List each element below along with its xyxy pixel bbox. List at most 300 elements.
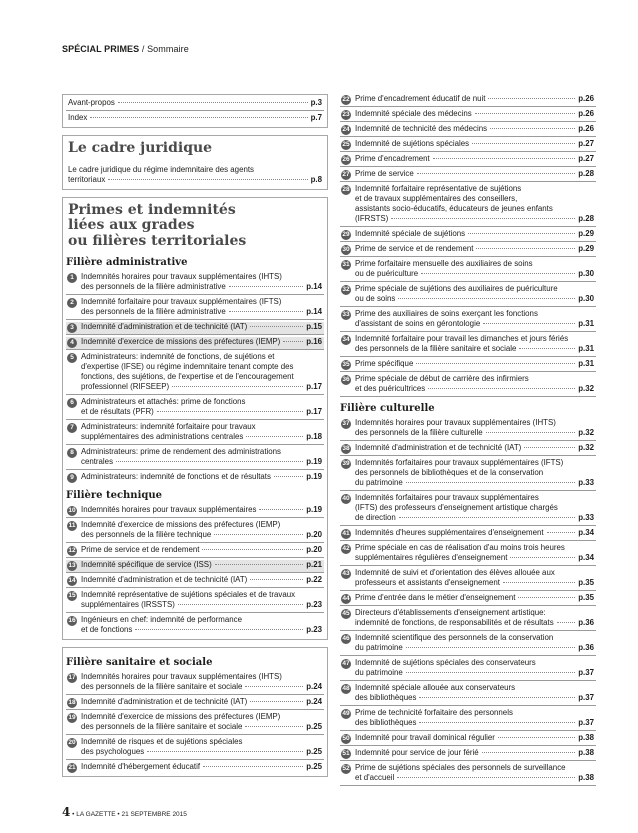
entry-text-line: Indemnité spécifique de service (ISS): [81, 560, 212, 569]
entry-text-line: Indemnité de sujétions spéciales des conservateurs: [355, 658, 536, 667]
entry-last-line: [355, 733, 594, 743]
entry-number-badge: 12: [68, 547, 76, 554]
entry-number-badge: 36: [342, 376, 350, 383]
entry-last-line: [81, 600, 322, 610]
entry-text-line: et de résultats (PFR): [81, 407, 154, 416]
entry-page-ref: p.14: [306, 307, 322, 316]
toc-entry: [340, 528, 596, 541]
entry-page-ref: p.27: [578, 139, 594, 148]
entry-last-line: [81, 530, 322, 540]
header-subtitle: Sommaire: [147, 44, 189, 54]
entry-last-line: [355, 593, 594, 603]
entry-number-badge: 16: [68, 617, 76, 624]
entry-number-badge: 15: [68, 592, 76, 599]
entry-text-line: Indemnité de technicité des médecins: [355, 124, 488, 133]
entry-page-ref: p.27: [578, 154, 594, 163]
toc-entry: [340, 633, 596, 656]
entry-last-line: [355, 718, 594, 728]
entry-page-ref: p.31: [578, 344, 594, 353]
intro-box: [62, 94, 328, 128]
toc-entry: [340, 109, 596, 122]
entry-text-line: du patrimoine: [355, 668, 403, 677]
toc-entry: [340, 763, 596, 786]
toc-entry: [340, 359, 596, 372]
entry-number-badge: 48: [342, 685, 350, 692]
dot-leader: [428, 388, 575, 389]
dot-leader: [518, 597, 575, 598]
dot-leader: [524, 447, 575, 448]
primes-title-line: ou filières territoriales: [68, 232, 247, 249]
admin-list: [66, 272, 324, 484]
dot-leader: [472, 143, 575, 144]
entry-number-badge: 27: [342, 171, 350, 178]
entry-text-line: ou de soins: [355, 294, 396, 303]
entry-page-ref: p.28: [578, 169, 594, 178]
cadre-juridique-box: [62, 135, 328, 190]
toc-entry: [66, 545, 324, 558]
entry-page-ref: p.34: [578, 528, 594, 537]
dot-leader: [274, 476, 303, 477]
entry-page-ref: p.25: [306, 762, 322, 771]
entry-number-badge: 40: [342, 495, 350, 502]
filiere-culturelle-heading: Filière culturelle: [340, 403, 435, 414]
entry-number-badge: 39: [342, 460, 350, 467]
entry-number-badge: 41: [342, 530, 350, 537]
entry-last-line: [81, 575, 322, 585]
entry-text-line: Prime de service et de rendement: [355, 244, 474, 253]
dot-leader: [490, 128, 575, 129]
entry-page-ref: p.26: [578, 109, 594, 118]
dot-leader: [406, 482, 575, 483]
entry-page-ref: p.30: [578, 294, 594, 303]
toc-entry: [340, 658, 596, 681]
entry-page-ref: p.14: [306, 282, 322, 291]
page-footer: [62, 805, 187, 819]
entry-text-line: Prime spéciale de sujétions des auxiliaires de puériculture: [355, 284, 558, 293]
entry-text-line: des personnels de la filière technique: [81, 530, 212, 539]
entry-text-line: assistants socio-éducatifs, éducateurs de jeunes enfants: [355, 204, 553, 213]
toc-entry: [66, 352, 324, 395]
entry-text-line: des bibliothèques: [355, 718, 417, 727]
entry-number-badge: 51: [342, 750, 350, 757]
entry-text-line: Prime spéciale en cas de réalisation d'au moins trois heures: [355, 543, 565, 552]
toc-entry: [66, 297, 324, 320]
entry-text-line: Indemnité de suivi et d'orientation des élèves allouée aux: [355, 568, 555, 577]
entry-number-badge: 6: [67, 398, 77, 408]
entry-last-line: [355, 773, 594, 783]
dot-leader: [417, 173, 575, 174]
entry-text-line: Indemnité forfaitaire pour travail les dimanches et jours fériés: [355, 334, 569, 343]
filiere-administrative-heading: Filière administrative: [66, 257, 188, 268]
dot-leader: [245, 726, 303, 727]
toc-entry: [66, 165, 324, 187]
entry-number-badge: 47: [342, 660, 350, 667]
entry-text-line: des personnels de la filière sanitaire et sociale: [81, 722, 243, 731]
entry-number-badge: 19: [68, 714, 76, 721]
dot-leader: [488, 98, 575, 99]
toc-entry: [340, 244, 596, 257]
entry-text-line: ou de puériculture: [355, 269, 419, 278]
entry-text-line: Indemnités horaires pour travaux supplémentaires (IHTS): [81, 672, 282, 681]
entry-text-line: des personnels de la filière culturelle: [355, 428, 483, 437]
entry-last-line: [355, 668, 594, 678]
entry-text-line: (IFRSTS): [355, 214, 389, 223]
entry-page-ref: p.24: [306, 697, 322, 706]
entry-last-line: [355, 244, 594, 254]
filiere-sanitaire-heading: Filière sanitaire et sociale: [66, 657, 213, 668]
entry-text-line: Indemnité scientifique des personnels de la conservation: [355, 633, 554, 642]
toc-entry: [66, 712, 324, 735]
toc-entry: [66, 337, 324, 350]
entry-number-badge: 2: [67, 298, 77, 308]
filiere-technique-heading: Filière technique: [66, 490, 163, 501]
entry-text-line: Indemnité d'administration et de technicité (IAT): [81, 697, 248, 706]
toc-entry: [340, 124, 596, 137]
toc-entry: [66, 672, 324, 695]
entry-last-line: [355, 359, 594, 369]
header-separator: /: [139, 44, 148, 54]
entry-last-line: [81, 337, 322, 347]
entry-page-ref: p.20: [306, 545, 322, 554]
entry-number-badge: 21: [68, 764, 76, 771]
entry-text-line: du patrimoine: [355, 643, 403, 652]
entry-number-badge: 31: [342, 261, 350, 268]
toc-entry: [66, 737, 324, 760]
toc-entry: [340, 458, 596, 491]
entry-number-badge: 50: [342, 735, 350, 742]
dot-leader: [259, 509, 303, 510]
left-column: [62, 94, 328, 784]
entry-text-line: Indemnités horaires pour travaux supplémentaires: [81, 505, 257, 514]
entry-text-line: Prime de service et de rendement: [81, 545, 200, 554]
entry-last-line: [355, 578, 594, 588]
entry-number-badge: 1: [67, 273, 77, 283]
entry-text-line: Prime d'encadrement éducatif de nuit: [355, 94, 486, 103]
dot-leader: [116, 461, 303, 462]
toc-entry: [340, 139, 596, 152]
entry-last-line: [81, 747, 322, 757]
entry-text-line: Prime de technicité forfaitaire des personnels: [355, 708, 513, 717]
entry-page-ref: p.19: [306, 505, 322, 514]
entry-text-line: Index: [68, 113, 88, 122]
entry-page-ref: p.17: [306, 407, 322, 416]
entry-text-line: Indemnité d'administration et de technicité (IAT): [355, 443, 522, 452]
entry-last-line: [355, 269, 594, 279]
culture-list: [340, 418, 596, 786]
dot-leader: [246, 436, 303, 437]
dot-leader: [245, 686, 303, 687]
entry-last-line: [81, 682, 322, 692]
entry-text-line: Indemnité pour travail dominical régulier: [355, 733, 495, 742]
entry-text-line: Indemnité d'exercice de missions des préfectures (IEMP): [81, 337, 281, 346]
entry-text-line: Prime de sujétions spéciales des personnels de surveillance: [355, 763, 566, 772]
entry-text-line: Indemnité d'administration et de technicité (IAT): [81, 575, 248, 584]
entry-page-ref: p.32: [578, 428, 594, 437]
entry-last-line: [81, 307, 322, 317]
toc-entry: [340, 229, 596, 242]
primes-box: [62, 197, 328, 641]
entry-text-line: Administrateurs: indemnité de fonctions et de résultats: [81, 472, 271, 481]
entry-number-badge: 52: [342, 765, 350, 772]
toc-entry: [340, 683, 596, 706]
entry-page-ref: p.23: [306, 625, 322, 634]
entry-text-line: Indemnité d'hébergement éducatif: [81, 762, 201, 771]
dot-leader: [486, 432, 576, 433]
entry-text-line: des personnels de bibliothèques et de la conservation: [355, 468, 544, 477]
entry-number-badge: 3: [67, 323, 77, 333]
right-list: [340, 94, 596, 397]
entry-text-line: Indemnité spéciale de sujétions: [355, 229, 466, 238]
entry-number-badge: 5: [67, 353, 77, 363]
entry-number-badge: 30: [342, 246, 350, 253]
entry-page-ref: p.37: [578, 668, 594, 677]
dot-leader: [482, 752, 576, 753]
entry-text-line: Indemnité d'exercice de missions des préfectures (IEMP): [81, 712, 281, 721]
toc-entry: [66, 762, 324, 774]
toc-entry: [66, 98, 324, 111]
toc-entry: [66, 505, 324, 518]
dot-leader: [547, 532, 576, 533]
entry-last-line: [355, 428, 594, 438]
entry-text-line: supplémentaires des administrations centrales: [81, 432, 244, 441]
entry-page-ref: p.23: [306, 600, 322, 609]
entry-page-ref: p.37: [578, 693, 594, 702]
entry-last-line: [68, 113, 322, 123]
dot-leader: [406, 672, 575, 673]
entry-page-ref: p.38: [578, 773, 594, 782]
entry-last-line: [355, 618, 594, 628]
entry-text-line: des personnels de la filière administrative: [81, 282, 226, 291]
dot-leader: [519, 348, 575, 349]
running-header: [62, 44, 189, 54]
entry-text-line: territoriaux: [68, 174, 106, 184]
entry-page-ref: p.3: [310, 98, 322, 107]
entry-page-ref: p.29: [578, 229, 594, 238]
toc-entry: [340, 748, 596, 761]
dot-leader: [283, 341, 303, 342]
entry-page-ref: p.29: [578, 244, 594, 253]
entry-page-ref: p.33: [578, 478, 594, 487]
entry-page-ref: p.8: [310, 174, 322, 184]
toc-entry: [340, 184, 596, 227]
entry-page-ref: p.25: [306, 747, 322, 756]
entry-number-badge: 9: [67, 473, 77, 483]
entry-text-line: professionnel (RIFSEEP): [81, 382, 170, 391]
entry-page-ref: p.26: [578, 124, 594, 133]
entry-page-ref: p.38: [578, 733, 594, 742]
entry-page-ref: p.36: [578, 643, 594, 652]
entry-text-line: Administrateurs et attachés: prime de fonctions: [81, 397, 246, 406]
dot-leader: [421, 273, 575, 274]
toc-entry: [340, 418, 596, 441]
entry-last-line: [81, 762, 322, 772]
dot-leader: [250, 701, 303, 702]
entry-last-line: [68, 98, 322, 108]
entry-number-badge: 34: [342, 336, 350, 343]
dot-leader: [214, 534, 303, 535]
dot-leader: [397, 777, 575, 778]
entry-page-ref: p.7: [310, 113, 322, 122]
entry-number-badge: 25: [342, 141, 350, 148]
entry-page-ref: p.31: [578, 319, 594, 328]
dot-leader: [157, 411, 303, 412]
entry-text-line: Prime spécifique: [355, 359, 414, 368]
entry-page-ref: p.33: [578, 513, 594, 522]
entry-last-line: [355, 478, 594, 488]
entry-text-line: des personnels de la filière sanitaire et sociale: [81, 682, 243, 691]
entry-text-line: supplémentaires régulières d'enseignement: [355, 553, 508, 562]
dot-leader: [468, 233, 575, 234]
dot-leader: [391, 218, 575, 219]
entry-text-line: Prime de service: [355, 169, 414, 178]
entry-last-line: [355, 139, 594, 149]
entry-number-badge: 8: [67, 448, 77, 458]
entry-number-badge: 22: [342, 96, 350, 103]
toc-entry: [66, 322, 324, 335]
dot-leader: [118, 102, 308, 103]
entry-page-ref: p.32: [578, 443, 594, 452]
entry-text-line: Prime d'entrée dans le métier d'enseignement: [355, 593, 516, 602]
entry-number-badge: 17: [68, 674, 76, 681]
entry-number-badge: 46: [342, 635, 350, 642]
entry-text-line: Indemnités forfaitaires pour travaux supplémentaires (IFTS): [355, 458, 564, 467]
dot-leader: [203, 766, 303, 767]
toc-entry: [66, 520, 324, 543]
entry-number-badge: 49: [342, 710, 350, 717]
dot-leader: [147, 751, 303, 752]
entry-page-ref: p.36: [578, 618, 594, 627]
entry-text-line: Administrateurs: indemnité forfaitaire pour travaux: [81, 422, 256, 431]
entry-text-line: Ingénieurs en chef: indemnité de performance: [81, 615, 242, 624]
entry-text-line: et des puéricultrices: [355, 384, 426, 393]
entry-number-badge: 28: [342, 186, 350, 193]
entry-number-badge: 10: [68, 507, 76, 514]
entry-page-ref: p.15: [306, 322, 322, 331]
toc-entry: [340, 309, 596, 332]
toc-entry: [340, 169, 596, 182]
dot-leader: [483, 323, 575, 324]
entry-text-line: de direction: [355, 513, 396, 522]
dot-leader: [229, 286, 303, 287]
entry-text-line: Prime d'encadrement: [355, 154, 430, 163]
dot-leader: [510, 557, 575, 558]
entry-number-badge: 45: [342, 610, 350, 617]
entry-text-line: Prime des auxiliaires de soins exerçant les fonctions: [355, 309, 538, 318]
toc-entry: [66, 397, 324, 420]
toc-entry: [340, 259, 596, 282]
entry-page-ref: p.20: [306, 530, 322, 539]
entry-page-ref: p.22: [306, 575, 322, 584]
entry-number-badge: 32: [342, 286, 350, 293]
entry-number-badge: 42: [342, 545, 350, 552]
entry-number-badge: 26: [342, 156, 350, 163]
page-number: 4: [62, 805, 71, 819]
entry-text-line: Indemnité d'exercice de missions des préfectures (IEMP): [81, 520, 281, 529]
entry-number-badge: 24: [342, 126, 350, 133]
entry-last-line: [355, 748, 594, 758]
entry-number-badge: 35: [342, 361, 350, 368]
entry-last-line: [355, 528, 594, 538]
entry-text-line: Indemnité de risques et de sujétions spéciales: [81, 737, 243, 746]
entry-text-line: indemnité de fonctions, de responsabilités et de résultats: [355, 618, 554, 627]
cadre-list: [66, 165, 324, 187]
entry-text-line: Administrateurs: indemnité de fonctions, de sujétions et: [81, 352, 275, 361]
dot-leader: [202, 549, 303, 550]
entry-page-ref: p.38: [578, 748, 594, 757]
entry-page-ref: p.35: [578, 578, 594, 587]
dot-leader: [178, 604, 303, 605]
entry-number-badge: 14: [68, 577, 76, 584]
entry-text-line: Le cadre juridique du régime indemnitaire des agents: [68, 164, 254, 174]
entry-text-line: Indemnité d'administration et de technicité (IAT): [81, 322, 248, 331]
entry-page-ref: p.34: [578, 553, 594, 562]
entry-last-line: [355, 294, 594, 304]
entry-last-line: [81, 407, 322, 417]
entry-last-line: [81, 545, 322, 555]
entry-last-line: [81, 722, 322, 732]
entry-last-line: [81, 472, 322, 482]
footer-info: • LA GAZETTE • 21 SEPTEMBRE 2015: [72, 811, 187, 818]
entry-number-badge: 33: [342, 311, 350, 318]
toc-entry: [340, 608, 596, 631]
entry-text-line: des bibliothèques: [355, 693, 417, 702]
entry-last-line: [355, 124, 594, 134]
entry-number-badge: 38: [342, 445, 350, 452]
entry-number-badge: 37: [342, 420, 350, 427]
dot-leader: [215, 564, 304, 565]
dot-leader: [90, 117, 307, 118]
entry-page-ref: p.31: [578, 359, 594, 368]
entry-text-line: Indemnité de sujétions spéciales: [355, 139, 470, 148]
entry-text-line: Indemnités forfaitaires pour travaux supplémentaires: [355, 493, 539, 502]
entry-page-ref: p.26: [578, 94, 594, 103]
toc-entry: [340, 708, 596, 731]
entry-text-line: et d'accueil: [355, 773, 395, 782]
toc-entry: [66, 422, 324, 445]
toc-entry: [66, 575, 324, 588]
entry-number-badge: 7: [67, 423, 77, 433]
toc-entry: [340, 94, 596, 107]
toc-entry: [340, 334, 596, 357]
toc-entry: [66, 697, 324, 710]
entry-number-badge: 43: [342, 570, 350, 577]
toc-entry: [66, 113, 324, 125]
entry-page-ref: p.19: [306, 472, 322, 481]
entry-text-line: et de fonctions: [81, 625, 133, 634]
entry-text-line: Indemnité spéciale allouée aux conservateurs: [355, 683, 516, 692]
entry-text-line: Directeurs d'établissements d'enseignement artistique:: [355, 608, 546, 617]
dot-leader: [108, 179, 307, 180]
entry-last-line: [355, 513, 594, 523]
dot-leader: [557, 622, 576, 623]
entry-text-line: des psychologues: [81, 747, 145, 756]
toc-entry: [340, 543, 596, 566]
entry-text-line: Indemnité spéciale des médecins: [355, 109, 472, 118]
entry-number-badge: 4: [67, 338, 77, 348]
entry-last-line: [355, 319, 594, 329]
entry-last-line: [81, 282, 322, 292]
entry-text-line: centrales: [81, 457, 114, 466]
entry-page-ref: p.18: [306, 432, 322, 441]
dot-leader: [398, 298, 575, 299]
entry-text-line: Indemnité représentative de sujétions spéciales et de travaux: [81, 590, 296, 599]
entry-last-line: [81, 505, 322, 515]
toc-entry: [340, 284, 596, 307]
entry-text-line: du patrimoine: [355, 478, 403, 487]
entry-number-badge: 29: [342, 231, 350, 238]
dot-leader: [250, 326, 303, 327]
entry-page-ref: p.35: [578, 593, 594, 602]
